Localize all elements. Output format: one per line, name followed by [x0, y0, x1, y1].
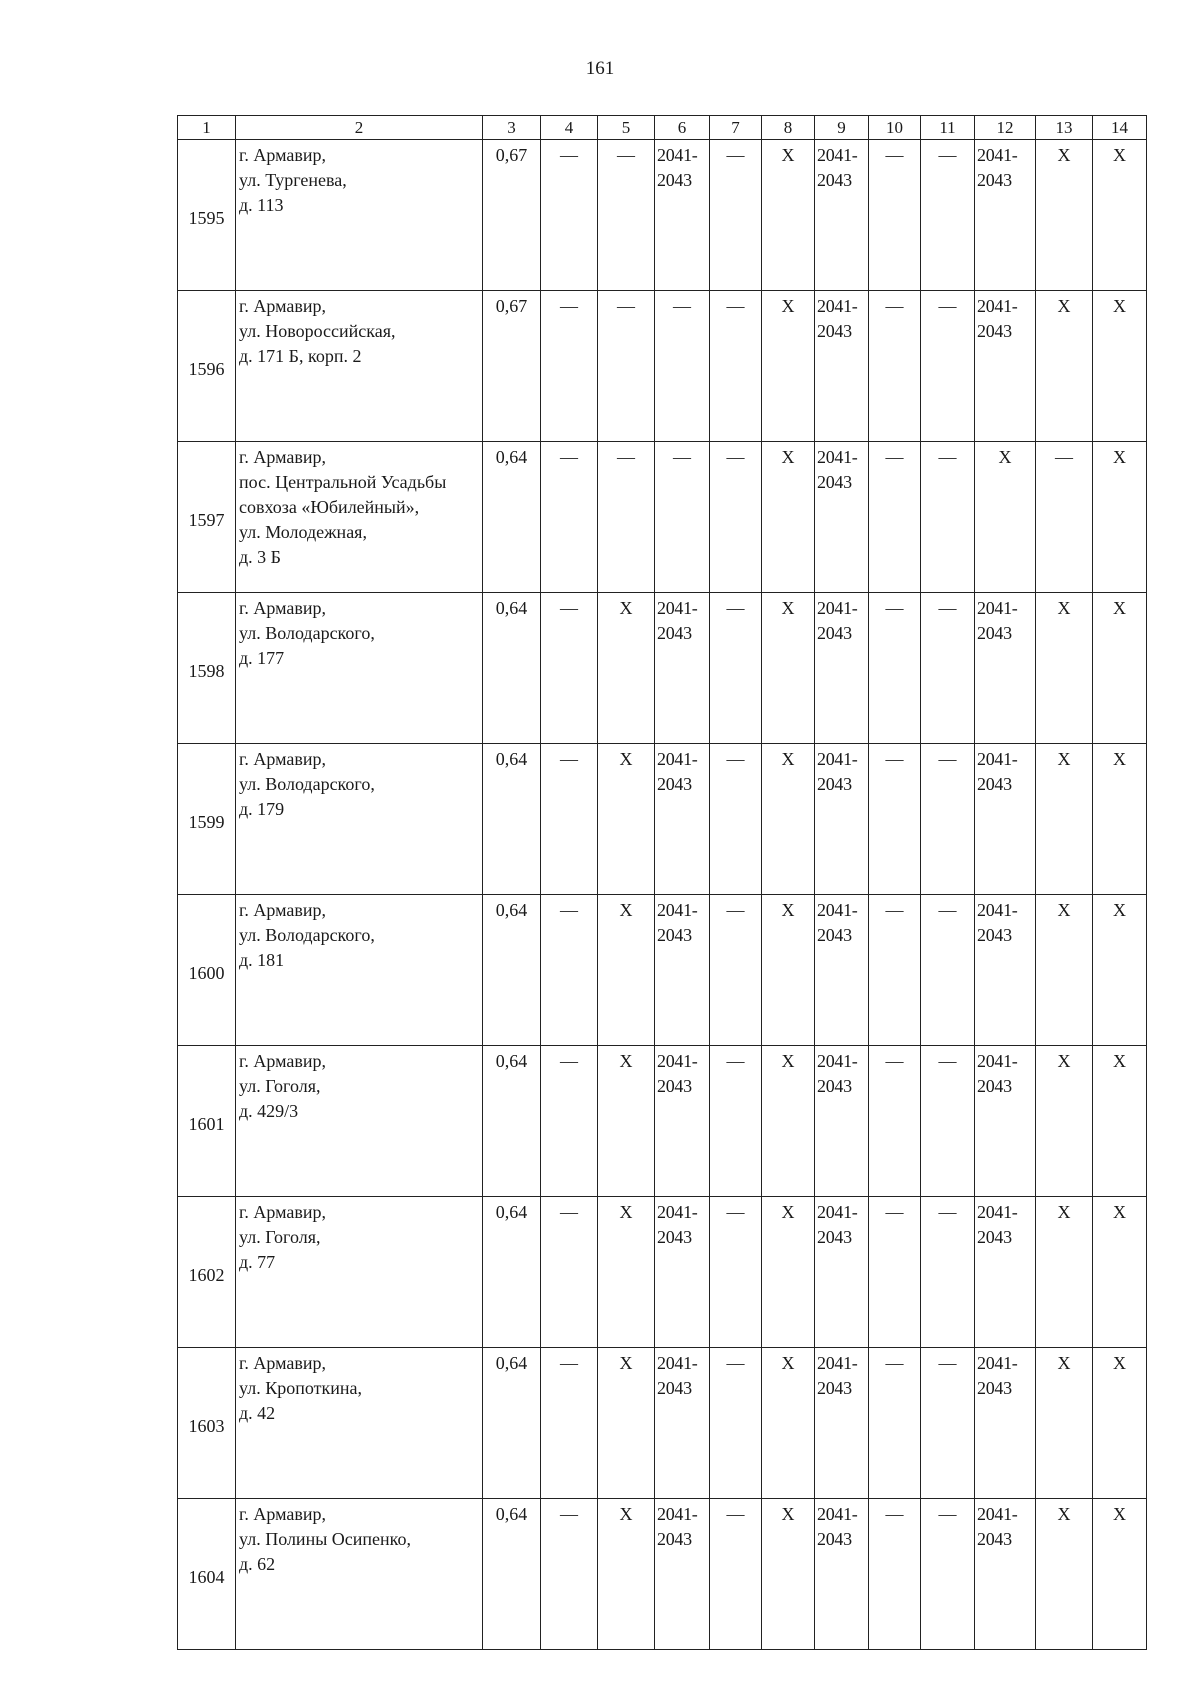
- value-cell-col-3: 0,64: [483, 1046, 541, 1197]
- column-header-2: 2: [236, 116, 483, 140]
- column-header-1: 1: [178, 116, 236, 140]
- value-cell-col-14: X: [1093, 140, 1147, 291]
- value-cell-col-3: 0,67: [483, 291, 541, 442]
- value-cell-col-9: 2041- 2043: [815, 1499, 869, 1650]
- value-cell-col-3: 0,67: [483, 140, 541, 291]
- value-cell-col-13: X: [1036, 1499, 1093, 1650]
- value-cell-col-14: X: [1093, 291, 1147, 442]
- value-cell-col-4: —: [541, 1348, 598, 1499]
- column-header-14: 14: [1093, 116, 1147, 140]
- value-cell-col-6: —: [655, 291, 710, 442]
- row-number: 1603: [178, 1348, 236, 1499]
- value-cell-col-11: —: [921, 291, 975, 442]
- value-cell-col-11: —: [921, 1197, 975, 1348]
- value-cell-col-10: —: [869, 1046, 921, 1197]
- value-cell-col-7: —: [710, 442, 762, 593]
- column-header-11: 11: [921, 116, 975, 140]
- row-number: 1601: [178, 1046, 236, 1197]
- row-number: 1597: [178, 442, 236, 593]
- value-cell-col-8: X: [762, 1348, 815, 1499]
- column-header-8: 8: [762, 116, 815, 140]
- value-cell-col-10: —: [869, 140, 921, 291]
- value-cell-col-10: —: [869, 895, 921, 1046]
- value-cell-col-12: 2041- 2043: [975, 140, 1036, 291]
- value-cell-col-8: X: [762, 744, 815, 895]
- value-cell-col-14: X: [1093, 1046, 1147, 1197]
- value-cell-col-3: 0,64: [483, 744, 541, 895]
- value-cell-col-5: X: [598, 1197, 655, 1348]
- value-cell-col-5: —: [598, 442, 655, 593]
- column-header-12: 12: [975, 116, 1036, 140]
- value-cell-col-13: X: [1036, 1348, 1093, 1499]
- value-cell-col-9: 2041- 2043: [815, 442, 869, 593]
- address-cell: г. Армавир, ул. Полины Осипенко, д. 62: [236, 1499, 483, 1650]
- value-cell-col-11: —: [921, 1348, 975, 1499]
- value-cell-col-7: —: [710, 140, 762, 291]
- value-cell-col-7: —: [710, 744, 762, 895]
- table-row: [178, 593, 1147, 744]
- value-cell-col-4: —: [541, 593, 598, 744]
- value-cell-col-14: X: [1093, 1499, 1147, 1650]
- value-cell-col-5: X: [598, 1348, 655, 1499]
- row-number: 1602: [178, 1197, 236, 1348]
- value-cell-col-4: —: [541, 442, 598, 593]
- value-cell-col-9: 2041- 2043: [815, 1348, 869, 1499]
- value-cell-col-4: —: [541, 1197, 598, 1348]
- value-cell-col-6: 2041- 2043: [655, 895, 710, 1046]
- value-cell-col-3: 0,64: [483, 895, 541, 1046]
- value-cell-col-9: 2041- 2043: [815, 291, 869, 442]
- value-cell-col-12: 2041- 2043: [975, 1348, 1036, 1499]
- value-cell-col-8: X: [762, 442, 815, 593]
- value-cell-col-14: X: [1093, 1197, 1147, 1348]
- table-row: [178, 291, 1147, 442]
- table-row: [178, 1348, 1147, 1499]
- row-number: 1604: [178, 1499, 236, 1650]
- column-header-7: 7: [710, 116, 762, 140]
- value-cell-col-11: —: [921, 1046, 975, 1197]
- value-cell-col-3: 0,64: [483, 442, 541, 593]
- row-number: 1596: [178, 291, 236, 442]
- value-cell-col-5: X: [598, 895, 655, 1046]
- address-cell: г. Армавир, ул. Новороссийская, д. 171 Б, корп. 2: [236, 291, 483, 442]
- value-cell-col-8: X: [762, 291, 815, 442]
- table-row: [178, 442, 1147, 593]
- value-cell-col-11: —: [921, 1499, 975, 1650]
- value-cell-col-4: —: [541, 744, 598, 895]
- value-cell-col-3: 0,64: [483, 1197, 541, 1348]
- value-cell-col-7: —: [710, 1499, 762, 1650]
- value-cell-col-4: —: [541, 1046, 598, 1197]
- address-cell: г. Армавир, ул. Володарского, д. 179: [236, 744, 483, 895]
- row-number: 1599: [178, 744, 236, 895]
- value-cell-col-5: X: [598, 1499, 655, 1650]
- address-cell: г. Армавир, ул. Гоголя, д. 77: [236, 1197, 483, 1348]
- row-number: 1598: [178, 593, 236, 744]
- value-cell-col-11: —: [921, 895, 975, 1046]
- value-cell-col-5: —: [598, 291, 655, 442]
- value-cell-col-13: X: [1036, 291, 1093, 442]
- value-cell-col-7: —: [710, 1046, 762, 1197]
- value-cell-col-11: —: [921, 442, 975, 593]
- value-cell-col-8: X: [762, 1197, 815, 1348]
- header-row: [178, 116, 1147, 140]
- value-cell-col-9: 2041- 2043: [815, 895, 869, 1046]
- value-cell-col-14: X: [1093, 593, 1147, 744]
- value-cell-col-12: 2041- 2043: [975, 1499, 1036, 1650]
- value-cell-col-10: —: [869, 1197, 921, 1348]
- value-cell-col-11: —: [921, 593, 975, 744]
- value-cell-col-7: —: [710, 1197, 762, 1348]
- column-header-13: 13: [1036, 116, 1093, 140]
- value-cell-col-6: 2041- 2043: [655, 593, 710, 744]
- table-row: [178, 1499, 1147, 1650]
- value-cell-col-14: X: [1093, 895, 1147, 1046]
- value-cell-col-10: —: [869, 291, 921, 442]
- value-cell-col-6: 2041- 2043: [655, 1348, 710, 1499]
- value-cell-col-12: 2041- 2043: [975, 1197, 1036, 1348]
- value-cell-col-5: —: [598, 140, 655, 291]
- column-header-3: 3: [483, 116, 541, 140]
- value-cell-col-9: 2041- 2043: [815, 1197, 869, 1348]
- value-cell-col-12: 2041- 2043: [975, 895, 1036, 1046]
- value-cell-col-11: —: [921, 140, 975, 291]
- value-cell-col-6: 2041- 2043: [655, 1499, 710, 1650]
- address-cell: г. Армавир, ул. Кропоткина, д. 42: [236, 1348, 483, 1499]
- table-row: [178, 744, 1147, 895]
- value-cell-col-4: —: [541, 1499, 598, 1650]
- value-cell-col-5: X: [598, 593, 655, 744]
- value-cell-col-8: X: [762, 593, 815, 744]
- value-cell-col-6: 2041- 2043: [655, 744, 710, 895]
- register-table: [177, 115, 1147, 1650]
- value-cell-col-10: —: [869, 1348, 921, 1499]
- column-header-10: 10: [869, 116, 921, 140]
- value-cell-col-12: 2041- 2043: [975, 744, 1036, 895]
- value-cell-col-13: X: [1036, 1197, 1093, 1348]
- address-cell: г. Армавир, ул. Тургенева, д. 113: [236, 140, 483, 291]
- row-number: 1595: [178, 140, 236, 291]
- value-cell-col-6: —: [655, 442, 710, 593]
- column-header-6: 6: [655, 116, 710, 140]
- value-cell-col-3: 0,64: [483, 593, 541, 744]
- address-cell: г. Армавир, пос. Центральной Усадьбы совхоза «Юбилейный», ул. Молодежная, д. 3 Б: [236, 442, 483, 593]
- value-cell-col-3: 0,64: [483, 1348, 541, 1499]
- value-cell-col-4: —: [541, 291, 598, 442]
- column-header-5: 5: [598, 116, 655, 140]
- column-header-4: 4: [541, 116, 598, 140]
- value-cell-col-13: X: [1036, 593, 1093, 744]
- value-cell-col-9: 2041- 2043: [815, 744, 869, 895]
- value-cell-col-6: 2041- 2043: [655, 140, 710, 291]
- value-cell-col-14: X: [1093, 1348, 1147, 1499]
- value-cell-col-8: X: [762, 1499, 815, 1650]
- address-cell: г. Армавир, ул. Володарского, д. 181: [236, 895, 483, 1046]
- value-cell-col-5: X: [598, 744, 655, 895]
- value-cell-col-13: X: [1036, 895, 1093, 1046]
- table-row: [178, 895, 1147, 1046]
- value-cell-col-10: —: [869, 593, 921, 744]
- value-cell-col-7: —: [710, 1348, 762, 1499]
- value-cell-col-7: —: [710, 291, 762, 442]
- value-cell-col-7: —: [710, 895, 762, 1046]
- value-cell-col-3: 0,64: [483, 1499, 541, 1650]
- value-cell-col-12: 2041- 2043: [975, 593, 1036, 744]
- table-body: [178, 116, 1147, 1650]
- value-cell-col-8: X: [762, 895, 815, 1046]
- value-cell-col-13: X: [1036, 140, 1093, 291]
- value-cell-col-4: —: [541, 140, 598, 291]
- page-number: 161: [585, 58, 615, 79]
- value-cell-col-9: 2041- 2043: [815, 1046, 869, 1197]
- value-cell-col-12: X: [975, 442, 1036, 593]
- value-cell-col-12: 2041- 2043: [975, 1046, 1036, 1197]
- value-cell-col-13: X: [1036, 1046, 1093, 1197]
- value-cell-col-10: —: [869, 1499, 921, 1650]
- value-cell-col-4: —: [541, 895, 598, 1046]
- value-cell-col-7: —: [710, 593, 762, 744]
- address-cell: г. Армавир, ул. Гоголя, д. 429/3: [236, 1046, 483, 1197]
- value-cell-col-10: —: [869, 442, 921, 593]
- value-cell-col-13: —: [1036, 442, 1093, 593]
- value-cell-col-10: —: [869, 744, 921, 895]
- value-cell-col-14: X: [1093, 442, 1147, 593]
- value-cell-col-8: X: [762, 140, 815, 291]
- row-number: 1600: [178, 895, 236, 1046]
- value-cell-col-11: —: [921, 744, 975, 895]
- value-cell-col-9: 2041- 2043: [815, 140, 869, 291]
- value-cell-col-12: 2041- 2043: [975, 291, 1036, 442]
- value-cell-col-5: X: [598, 1046, 655, 1197]
- column-header-9: 9: [815, 116, 869, 140]
- table-row: [178, 1046, 1147, 1197]
- value-cell-col-14: X: [1093, 744, 1147, 895]
- table-row: [178, 1197, 1147, 1348]
- value-cell-col-13: X: [1036, 744, 1093, 895]
- value-cell-col-6: 2041- 2043: [655, 1046, 710, 1197]
- value-cell-col-9: 2041- 2043: [815, 593, 869, 744]
- table-row: [178, 140, 1147, 291]
- value-cell-col-6: 2041- 2043: [655, 1197, 710, 1348]
- address-cell: г. Армавир, ул. Володарского, д. 177: [236, 593, 483, 744]
- value-cell-col-8: X: [762, 1046, 815, 1197]
